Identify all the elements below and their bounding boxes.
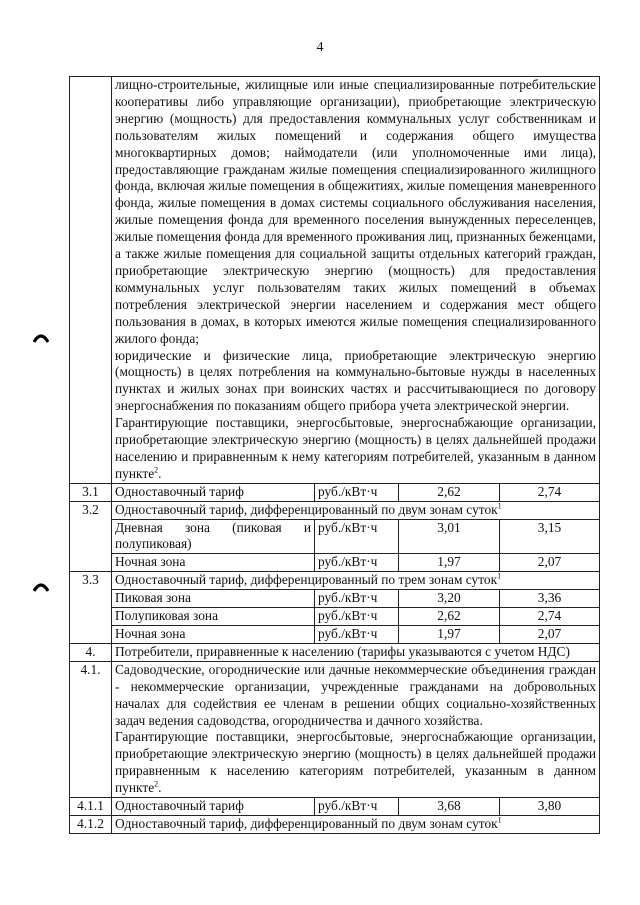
row-number: 3.3: [70, 572, 112, 644]
row-value-2: 2,74: [500, 483, 600, 501]
paragraph-text: Гарантирующие поставщики, энергосбытовые, энергоснабжающие организации, приобретающие электрическую энергию (мощность) в целях дальнейшей продажи населению и приравненным к нему категориям потребителей, указанным в данном пункте: [115, 415, 597, 481]
row-value-1: 3,68: [399, 798, 500, 816]
row-label: Полупиковая зона: [112, 608, 315, 626]
paragraph: [115, 415, 596, 483]
table-row: [70, 815, 600, 833]
row-number: 4.: [70, 643, 112, 661]
paragraph-end: .: [158, 465, 162, 481]
paragraph: [115, 729, 596, 797]
table-row: [70, 590, 600, 608]
footnote-ref: 1: [497, 815, 502, 825]
row-label: [112, 572, 600, 590]
row-value-1: 1,97: [399, 554, 500, 572]
row-value-2: 2,74: [500, 608, 600, 626]
row-text: [112, 661, 600, 797]
table-row: [70, 643, 600, 661]
row-label-text: Одноставочный тариф, дифференцированный по трем зонам суток: [115, 572, 498, 588]
row-value-2: 2,07: [500, 626, 600, 644]
row-value-1: 2,62: [399, 483, 500, 501]
row-unit: руб./кВт·ч: [315, 608, 399, 626]
paragraph: юридические и физические лица, приобретающие электрическую энергию (мощность) в целях потребления на коммунально-бытовые нужды в населенных пунктах и жилых зонах при воинских частях и рассчитывающиеся по договору энергоснабжения по показаниям общего прибора учета электрической энергии.: [115, 347, 597, 414]
row-unit: руб./кВт·ч: [315, 483, 399, 501]
table-row: [70, 798, 600, 816]
paragraph-end: .: [158, 780, 162, 796]
row-label: Ночная зона: [112, 554, 315, 572]
row-label: [112, 815, 600, 833]
row-label: Потребители, приравненные к населению (тарифы указываются с учетом НДС): [112, 643, 600, 661]
footnote-ref: 1: [497, 501, 502, 511]
row-label: [112, 501, 600, 519]
table-row: [70, 661, 600, 797]
footnote-ref: 2: [154, 465, 159, 475]
row-number: 4.1.: [70, 661, 112, 797]
paragraph: Садоводческие, огороднические или дачные некоммерческие объединения граждан - некоммерческие организации, учрежденные гражданами на добровольных началах для содействия ее членам в решении общих социально-хозяйственных задач ведения садоводства, огородничества и дачного хозяйства.: [115, 661, 597, 728]
row-number: 3.1: [70, 483, 112, 501]
row-number: 3.2: [70, 501, 112, 572]
row-unit: руб./кВт·ч: [315, 798, 399, 816]
row-value-1: 3,01: [399, 519, 500, 554]
table-row: [70, 626, 600, 644]
row-label: Пиковая зона: [112, 590, 315, 608]
tariff-table: [69, 76, 600, 834]
table-row: [70, 77, 600, 484]
row-unit: руб./кВт·ч: [315, 554, 399, 572]
table-row: [70, 519, 600, 554]
row-label: Одноставочный тариф: [112, 798, 315, 816]
row-label: Дневная зона (пиковая и полупиковая): [112, 519, 315, 554]
row-value-1: 3,20: [399, 590, 500, 608]
row-unit: руб./кВт·ч: [315, 626, 399, 644]
row-label-text: Одноставочный тариф, дифференцированный по двум зонам суток: [115, 501, 498, 517]
row-number: 4.1.1: [70, 798, 112, 816]
paragraph-text: Гарантирующие поставщики, энергосбытовые, энергоснабжающие организации, приобретающие электрическую энергию (мощность) в целях дальнейшей продажи приравненным к населению категориям потребителей, указанным в данном пункте: [115, 729, 597, 796]
scan-mark: [33, 333, 49, 343]
scan-mark: [33, 582, 49, 592]
row-value-2: 3,36: [500, 590, 600, 608]
table-row: [70, 501, 600, 519]
row-label: Одноставочный тариф: [112, 483, 315, 501]
row-unit: руб./кВт·ч: [315, 519, 399, 554]
row-number: [70, 77, 112, 484]
table-row: [70, 483, 600, 501]
paragraph: лищно-строительные, жилищные или иные специализированные потребительские кооперативы либо управляющие организации), приобретающие электрическую энергию (мощность) для предоставления коммунальных услуг собственникам и пользователям жилых помещений и содержания общего имущества многоквартирных домов; наймодатели (или уполномоченные ими лица), предоставляющие гражданам жилые помещения специализированного жилищного фонда, включая жилые помещения в общежитиях, жилые помещения маневренного фонда, жилые помещения в домах системы социального обслуживания населения, жилые помещения фонда для временного поселения вынужденных переселенцев, жилые помещения фонда для временного проживания лиц, признанных беженцами, а также жилые помещения для социальной защиты отдельных категорий граждан, приобретающие электрическую энергию (мощность) для предоставления коммунальных услуг пользователям таких жилых помещений в объемах потребления электрической энергии населением и содержания мест общего пользования в домах, в которых имеются жилые помещения специализированного жилого фонда;: [115, 77, 597, 346]
row-value-1: 2,62: [399, 608, 500, 626]
row-value-1: 1,97: [399, 626, 500, 644]
row-unit: руб./кВт·ч: [315, 590, 399, 608]
row-label-text: Одноставочный тариф, дифференцированный по двум зонам суток: [115, 815, 498, 831]
row-label: Ночная зона: [112, 626, 315, 644]
row-value-2: 3,80: [500, 798, 600, 816]
table-row: [70, 608, 600, 626]
page-number: 4: [316, 40, 324, 55]
row-value-2: 3,15: [500, 519, 600, 554]
table-row: [70, 572, 600, 590]
row-value-2: 2,07: [500, 554, 600, 572]
footnote-ref: 1: [497, 571, 502, 581]
footnote-ref: 2: [154, 779, 159, 789]
table-row: [70, 554, 600, 572]
row-number: 4.1.2: [70, 815, 112, 833]
row-text: [112, 77, 600, 484]
